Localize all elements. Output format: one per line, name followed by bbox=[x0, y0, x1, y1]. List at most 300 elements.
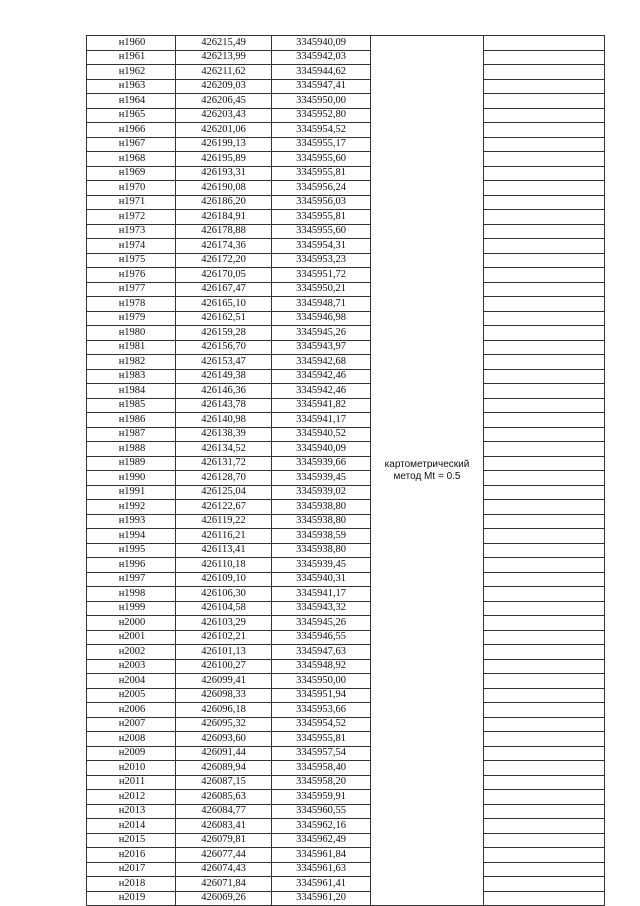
table-row bbox=[87, 224, 605, 239]
empty-cell bbox=[484, 645, 605, 660]
table-row bbox=[87, 195, 605, 210]
table-row bbox=[87, 891, 605, 906]
x-coordinate-cell: 426165,10 bbox=[176, 297, 272, 312]
empty-cell bbox=[484, 659, 605, 674]
y-coordinate-cell: 3345960,55 bbox=[272, 804, 371, 819]
x-coordinate-cell: 426101,13 bbox=[176, 645, 272, 660]
empty-cell bbox=[484, 674, 605, 689]
table-row bbox=[87, 659, 605, 674]
y-coordinate-cell: 3345950,00 bbox=[272, 94, 371, 109]
point-id-cell: н1983 bbox=[87, 369, 176, 384]
y-coordinate-cell: 3345962,16 bbox=[272, 819, 371, 834]
table-row bbox=[87, 616, 605, 631]
point-id-cell: н1963 bbox=[87, 79, 176, 94]
point-id-cell: н1976 bbox=[87, 268, 176, 283]
point-id-cell: н2016 bbox=[87, 848, 176, 863]
empty-cell bbox=[484, 630, 605, 645]
y-coordinate-cell: 3345947,63 bbox=[272, 645, 371, 660]
point-id-cell: н1968 bbox=[87, 152, 176, 167]
x-coordinate-cell: 426071,84 bbox=[176, 877, 272, 892]
x-coordinate-cell: 426096,18 bbox=[176, 703, 272, 718]
y-coordinate-cell: 3345939,45 bbox=[272, 471, 371, 486]
point-id-cell: н2015 bbox=[87, 833, 176, 848]
table-row bbox=[87, 36, 605, 51]
empty-cell bbox=[484, 326, 605, 341]
y-coordinate-cell: 3345956,03 bbox=[272, 195, 371, 210]
point-id-cell: н1999 bbox=[87, 601, 176, 616]
empty-cell bbox=[484, 485, 605, 500]
empty-cell bbox=[484, 862, 605, 877]
x-coordinate-cell: 426140,98 bbox=[176, 413, 272, 428]
point-id-cell: н1984 bbox=[87, 384, 176, 399]
table-row bbox=[87, 645, 605, 660]
table-row bbox=[87, 50, 605, 65]
empty-cell bbox=[484, 471, 605, 486]
table-row bbox=[87, 427, 605, 442]
table-row bbox=[87, 529, 605, 544]
point-id-cell: н1964 bbox=[87, 94, 176, 109]
empty-cell bbox=[484, 587, 605, 602]
table-row bbox=[87, 137, 605, 152]
x-coordinate-cell: 426093,60 bbox=[176, 732, 272, 747]
x-coordinate-cell: 426109,10 bbox=[176, 572, 272, 587]
table-row bbox=[87, 500, 605, 515]
table-row bbox=[87, 384, 605, 399]
point-id-cell: н2004 bbox=[87, 674, 176, 689]
table-row bbox=[87, 398, 605, 413]
x-coordinate-cell: 426211,62 bbox=[176, 65, 272, 80]
x-coordinate-cell: 426174,36 bbox=[176, 239, 272, 254]
table-row bbox=[87, 761, 605, 776]
table-row bbox=[87, 674, 605, 689]
y-coordinate-cell: 3345955,81 bbox=[272, 166, 371, 181]
point-id-cell: н2013 bbox=[87, 804, 176, 819]
point-id-cell: н2018 bbox=[87, 877, 176, 892]
x-coordinate-cell: 426206,45 bbox=[176, 94, 272, 109]
x-coordinate-cell: 426100,27 bbox=[176, 659, 272, 674]
x-coordinate-cell: 426170,05 bbox=[176, 268, 272, 283]
x-coordinate-cell: 426106,30 bbox=[176, 587, 272, 602]
y-coordinate-cell: 3345961,41 bbox=[272, 877, 371, 892]
empty-cell bbox=[484, 297, 605, 312]
x-coordinate-cell: 426069,26 bbox=[176, 891, 272, 906]
point-id-cell: н1985 bbox=[87, 398, 176, 413]
y-coordinate-cell: 3345940,09 bbox=[272, 442, 371, 457]
empty-cell bbox=[484, 355, 605, 370]
x-coordinate-cell: 426083,41 bbox=[176, 819, 272, 834]
point-id-cell: н1962 bbox=[87, 65, 176, 80]
table-row bbox=[87, 688, 605, 703]
y-coordinate-cell: 3345958,20 bbox=[272, 775, 371, 790]
point-id-cell: н1974 bbox=[87, 239, 176, 254]
table-row bbox=[87, 848, 605, 863]
table-row bbox=[87, 94, 605, 109]
y-coordinate-cell: 3345955,17 bbox=[272, 137, 371, 152]
y-coordinate-cell: 3345942,46 bbox=[272, 369, 371, 384]
point-id-cell: н1978 bbox=[87, 297, 176, 312]
table-row bbox=[87, 79, 605, 94]
point-id-cell: н1979 bbox=[87, 311, 176, 326]
point-id-cell: н2012 bbox=[87, 790, 176, 805]
table-row bbox=[87, 703, 605, 718]
x-coordinate-cell: 426178,88 bbox=[176, 224, 272, 239]
y-coordinate-cell: 3345955,60 bbox=[272, 152, 371, 167]
y-coordinate-cell: 3345943,32 bbox=[272, 601, 371, 616]
x-coordinate-cell: 426089,94 bbox=[176, 761, 272, 776]
empty-cell bbox=[484, 65, 605, 80]
table-row bbox=[87, 746, 605, 761]
x-coordinate-cell: 426084,77 bbox=[176, 804, 272, 819]
point-id-cell: н1993 bbox=[87, 514, 176, 529]
x-coordinate-cell: 426104,58 bbox=[176, 601, 272, 616]
empty-cell bbox=[484, 413, 605, 428]
point-id-cell: н1996 bbox=[87, 558, 176, 573]
table-row bbox=[87, 152, 605, 167]
x-coordinate-cell: 426085,63 bbox=[176, 790, 272, 805]
y-coordinate-cell: 3345954,52 bbox=[272, 123, 371, 138]
x-coordinate-cell: 426153,47 bbox=[176, 355, 272, 370]
y-coordinate-cell: 3345945,26 bbox=[272, 616, 371, 631]
table-row bbox=[87, 253, 605, 268]
x-coordinate-cell: 426203,43 bbox=[176, 108, 272, 123]
x-coordinate-cell: 426143,78 bbox=[176, 398, 272, 413]
x-coordinate-cell: 426209,03 bbox=[176, 79, 272, 94]
empty-cell bbox=[484, 94, 605, 109]
x-coordinate-cell: 426201,06 bbox=[176, 123, 272, 138]
point-id-cell: н1973 bbox=[87, 224, 176, 239]
table-row bbox=[87, 413, 605, 428]
x-coordinate-cell: 426077,44 bbox=[176, 848, 272, 863]
y-coordinate-cell: 3345939,66 bbox=[272, 456, 371, 471]
empty-cell bbox=[484, 210, 605, 225]
point-id-cell: н1988 bbox=[87, 442, 176, 457]
x-coordinate-cell: 426134,52 bbox=[176, 442, 272, 457]
point-id-cell: н1986 bbox=[87, 413, 176, 428]
table-row bbox=[87, 601, 605, 616]
y-coordinate-cell: 3345938,59 bbox=[272, 529, 371, 544]
y-coordinate-cell: 3345946,55 bbox=[272, 630, 371, 645]
y-coordinate-cell: 3345941,82 bbox=[272, 398, 371, 413]
table-row bbox=[87, 355, 605, 370]
point-id-cell: н1981 bbox=[87, 340, 176, 355]
table-row bbox=[87, 717, 605, 732]
empty-cell bbox=[484, 877, 605, 892]
empty-cell bbox=[484, 717, 605, 732]
y-coordinate-cell: 3345957,54 bbox=[272, 746, 371, 761]
y-coordinate-cell: 3345950,21 bbox=[272, 282, 371, 297]
table-row bbox=[87, 514, 605, 529]
empty-cell bbox=[484, 50, 605, 65]
empty-cell bbox=[484, 195, 605, 210]
x-coordinate-cell: 426110,18 bbox=[176, 558, 272, 573]
table-row bbox=[87, 471, 605, 486]
x-coordinate-cell: 426215,49 bbox=[176, 36, 272, 51]
y-coordinate-cell: 3345955,60 bbox=[272, 224, 371, 239]
x-coordinate-cell: 426079,81 bbox=[176, 833, 272, 848]
coordinates-table-body bbox=[87, 36, 605, 906]
y-coordinate-cell: 3345951,94 bbox=[272, 688, 371, 703]
point-id-cell: н2017 bbox=[87, 862, 176, 877]
coordinates-table bbox=[86, 35, 605, 906]
x-coordinate-cell: 426074,43 bbox=[176, 862, 272, 877]
x-coordinate-cell: 426167,47 bbox=[176, 282, 272, 297]
point-id-cell: н1967 bbox=[87, 137, 176, 152]
empty-cell bbox=[484, 819, 605, 834]
y-coordinate-cell: 3345939,45 bbox=[272, 558, 371, 573]
y-coordinate-cell: 3345938,80 bbox=[272, 514, 371, 529]
empty-cell bbox=[484, 253, 605, 268]
point-id-cell: н1980 bbox=[87, 326, 176, 341]
table-row bbox=[87, 833, 605, 848]
empty-cell bbox=[484, 529, 605, 544]
table-row bbox=[87, 181, 605, 196]
y-coordinate-cell: 3345959,91 bbox=[272, 790, 371, 805]
y-coordinate-cell: 3345956,24 bbox=[272, 181, 371, 196]
empty-cell bbox=[484, 833, 605, 848]
y-coordinate-cell: 3345944,62 bbox=[272, 65, 371, 80]
empty-cell bbox=[484, 442, 605, 457]
empty-cell bbox=[484, 688, 605, 703]
empty-cell bbox=[484, 775, 605, 790]
empty-cell bbox=[484, 166, 605, 181]
x-coordinate-cell: 426213,99 bbox=[176, 50, 272, 65]
point-id-cell: н2011 bbox=[87, 775, 176, 790]
x-coordinate-cell: 426184,91 bbox=[176, 210, 272, 225]
point-id-cell: н1990 bbox=[87, 471, 176, 486]
empty-cell bbox=[484, 79, 605, 94]
table-row bbox=[87, 775, 605, 790]
point-id-cell: н1975 bbox=[87, 253, 176, 268]
x-coordinate-cell: 426102,21 bbox=[176, 630, 272, 645]
y-coordinate-cell: 3345948,92 bbox=[272, 659, 371, 674]
point-id-cell: н1991 bbox=[87, 485, 176, 500]
empty-cell bbox=[484, 369, 605, 384]
x-coordinate-cell: 426156,70 bbox=[176, 340, 272, 355]
point-id-cell: н1992 bbox=[87, 500, 176, 515]
x-coordinate-cell: 426172,20 bbox=[176, 253, 272, 268]
y-coordinate-cell: 3345961,20 bbox=[272, 891, 371, 906]
point-id-cell: н2008 bbox=[87, 732, 176, 747]
table-row bbox=[87, 732, 605, 747]
empty-cell bbox=[484, 572, 605, 587]
point-id-cell: н2019 bbox=[87, 891, 176, 906]
empty-cell bbox=[484, 804, 605, 819]
y-coordinate-cell: 3345953,66 bbox=[272, 703, 371, 718]
y-coordinate-cell: 3345954,31 bbox=[272, 239, 371, 254]
table-row bbox=[87, 108, 605, 123]
x-coordinate-cell: 426095,32 bbox=[176, 717, 272, 732]
x-coordinate-cell: 426098,33 bbox=[176, 688, 272, 703]
point-id-cell: н1987 bbox=[87, 427, 176, 442]
point-id-cell: н1971 bbox=[87, 195, 176, 210]
table-row bbox=[87, 369, 605, 384]
x-coordinate-cell: 426199,13 bbox=[176, 137, 272, 152]
empty-cell bbox=[484, 558, 605, 573]
y-coordinate-cell: 3345945,26 bbox=[272, 326, 371, 341]
empty-cell bbox=[484, 282, 605, 297]
empty-cell bbox=[484, 514, 605, 529]
table-row bbox=[87, 587, 605, 602]
table-row bbox=[87, 326, 605, 341]
x-coordinate-cell: 426159,28 bbox=[176, 326, 272, 341]
table-row bbox=[87, 630, 605, 645]
x-coordinate-cell: 426138,39 bbox=[176, 427, 272, 442]
y-coordinate-cell: 3345952,80 bbox=[272, 108, 371, 123]
table-row bbox=[87, 311, 605, 326]
empty-cell bbox=[484, 746, 605, 761]
y-coordinate-cell: 3345955,81 bbox=[272, 732, 371, 747]
point-id-cell: н1970 bbox=[87, 181, 176, 196]
x-coordinate-cell: 426128,70 bbox=[176, 471, 272, 486]
point-id-cell: н1982 bbox=[87, 355, 176, 370]
point-id-cell: н2007 bbox=[87, 717, 176, 732]
point-id-cell: н2009 bbox=[87, 746, 176, 761]
table-row bbox=[87, 456, 605, 471]
point-id-cell: н1965 bbox=[87, 108, 176, 123]
x-coordinate-cell: 426195,89 bbox=[176, 152, 272, 167]
point-id-cell: н1969 bbox=[87, 166, 176, 181]
y-coordinate-cell: 3345950,00 bbox=[272, 674, 371, 689]
point-id-cell: н1960 bbox=[87, 36, 176, 51]
empty-cell bbox=[484, 268, 605, 283]
table-row bbox=[87, 268, 605, 283]
empty-cell bbox=[484, 311, 605, 326]
x-coordinate-cell: 426119,22 bbox=[176, 514, 272, 529]
point-id-cell: н2005 bbox=[87, 688, 176, 703]
table-row bbox=[87, 166, 605, 181]
y-coordinate-cell: 3345940,09 bbox=[272, 36, 371, 51]
table-row bbox=[87, 877, 605, 892]
x-coordinate-cell: 426091,44 bbox=[176, 746, 272, 761]
point-id-cell: н2014 bbox=[87, 819, 176, 834]
table-row bbox=[87, 340, 605, 355]
table-row bbox=[87, 282, 605, 297]
table-row bbox=[87, 297, 605, 312]
empty-cell bbox=[484, 181, 605, 196]
y-coordinate-cell: 3345951,72 bbox=[272, 268, 371, 283]
y-coordinate-cell: 3345938,80 bbox=[272, 543, 371, 558]
point-id-cell: н1989 bbox=[87, 456, 176, 471]
point-id-cell: н1961 bbox=[87, 50, 176, 65]
empty-cell bbox=[484, 427, 605, 442]
empty-cell bbox=[484, 500, 605, 515]
table-row bbox=[87, 210, 605, 225]
x-coordinate-cell: 426186,20 bbox=[176, 195, 272, 210]
y-coordinate-cell: 3345955,81 bbox=[272, 210, 371, 225]
table-row bbox=[87, 804, 605, 819]
x-coordinate-cell: 426087,15 bbox=[176, 775, 272, 790]
empty-cell bbox=[484, 543, 605, 558]
empty-cell bbox=[484, 152, 605, 167]
y-coordinate-cell: 3345941,17 bbox=[272, 413, 371, 428]
point-id-cell: н1994 bbox=[87, 529, 176, 544]
point-id-cell: н2010 bbox=[87, 761, 176, 776]
point-id-cell: н1997 bbox=[87, 572, 176, 587]
table-row bbox=[87, 65, 605, 80]
x-coordinate-cell: 426131,72 bbox=[176, 456, 272, 471]
table-row bbox=[87, 123, 605, 138]
table-row bbox=[87, 239, 605, 254]
y-coordinate-cell: 3345939,02 bbox=[272, 485, 371, 500]
point-id-cell: н1995 bbox=[87, 543, 176, 558]
empty-cell bbox=[484, 123, 605, 138]
y-coordinate-cell: 3345954,52 bbox=[272, 717, 371, 732]
x-coordinate-cell: 426103,29 bbox=[176, 616, 272, 631]
point-id-cell: н2002 bbox=[87, 645, 176, 660]
empty-cell bbox=[484, 36, 605, 51]
y-coordinate-cell: 3345940,31 bbox=[272, 572, 371, 587]
y-coordinate-cell: 3345947,41 bbox=[272, 79, 371, 94]
x-coordinate-cell: 426146,36 bbox=[176, 384, 272, 399]
x-coordinate-cell: 426190,08 bbox=[176, 181, 272, 196]
empty-cell bbox=[484, 616, 605, 631]
empty-cell bbox=[484, 224, 605, 239]
y-coordinate-cell: 3345948,71 bbox=[272, 297, 371, 312]
x-coordinate-cell: 426162,51 bbox=[176, 311, 272, 326]
y-coordinate-cell: 3345942,03 bbox=[272, 50, 371, 65]
empty-cell bbox=[484, 137, 605, 152]
empty-cell bbox=[484, 384, 605, 399]
table-row bbox=[87, 790, 605, 805]
table-row bbox=[87, 485, 605, 500]
empty-cell bbox=[484, 703, 605, 718]
table-row bbox=[87, 543, 605, 558]
x-coordinate-cell: 426099,41 bbox=[176, 674, 272, 689]
table-row bbox=[87, 572, 605, 587]
y-coordinate-cell: 3345941,17 bbox=[272, 587, 371, 602]
point-id-cell: н1977 bbox=[87, 282, 176, 297]
y-coordinate-cell: 3345942,68 bbox=[272, 355, 371, 370]
y-coordinate-cell: 3345942,46 bbox=[272, 384, 371, 399]
x-coordinate-cell: 426113,41 bbox=[176, 543, 272, 558]
y-coordinate-cell: 3345953,23 bbox=[272, 253, 371, 268]
empty-cell bbox=[484, 732, 605, 747]
y-coordinate-cell: 3345961,84 bbox=[272, 848, 371, 863]
empty-cell bbox=[484, 790, 605, 805]
empty-cell bbox=[484, 108, 605, 123]
x-coordinate-cell: 426116,21 bbox=[176, 529, 272, 544]
point-id-cell: н2006 bbox=[87, 703, 176, 718]
table-row bbox=[87, 819, 605, 834]
table-row bbox=[87, 558, 605, 573]
point-id-cell: н2003 bbox=[87, 659, 176, 674]
point-id-cell: н1966 bbox=[87, 123, 176, 138]
empty-cell bbox=[484, 891, 605, 906]
y-coordinate-cell: 3345943,97 bbox=[272, 340, 371, 355]
empty-cell bbox=[484, 761, 605, 776]
table-row bbox=[87, 862, 605, 877]
y-coordinate-cell: 3345962,49 bbox=[272, 833, 371, 848]
y-coordinate-cell: 3345938,80 bbox=[272, 500, 371, 515]
point-id-cell: н1972 bbox=[87, 210, 176, 225]
empty-cell bbox=[484, 848, 605, 863]
table-row bbox=[87, 442, 605, 457]
point-id-cell: н2000 bbox=[87, 616, 176, 631]
y-coordinate-cell: 3345958,40 bbox=[272, 761, 371, 776]
method-cell: картометрический метод Mt = 0.5 bbox=[371, 36, 484, 906]
x-coordinate-cell: 426193,31 bbox=[176, 166, 272, 181]
empty-cell bbox=[484, 601, 605, 616]
y-coordinate-cell: 3345940,52 bbox=[272, 427, 371, 442]
empty-cell bbox=[484, 340, 605, 355]
empty-cell bbox=[484, 398, 605, 413]
x-coordinate-cell: 426125,04 bbox=[176, 485, 272, 500]
empty-cell bbox=[484, 456, 605, 471]
y-coordinate-cell: 3345946,98 bbox=[272, 311, 371, 326]
y-coordinate-cell: 3345961,63 bbox=[272, 862, 371, 877]
x-coordinate-cell: 426122,67 bbox=[176, 500, 272, 515]
empty-cell bbox=[484, 239, 605, 254]
